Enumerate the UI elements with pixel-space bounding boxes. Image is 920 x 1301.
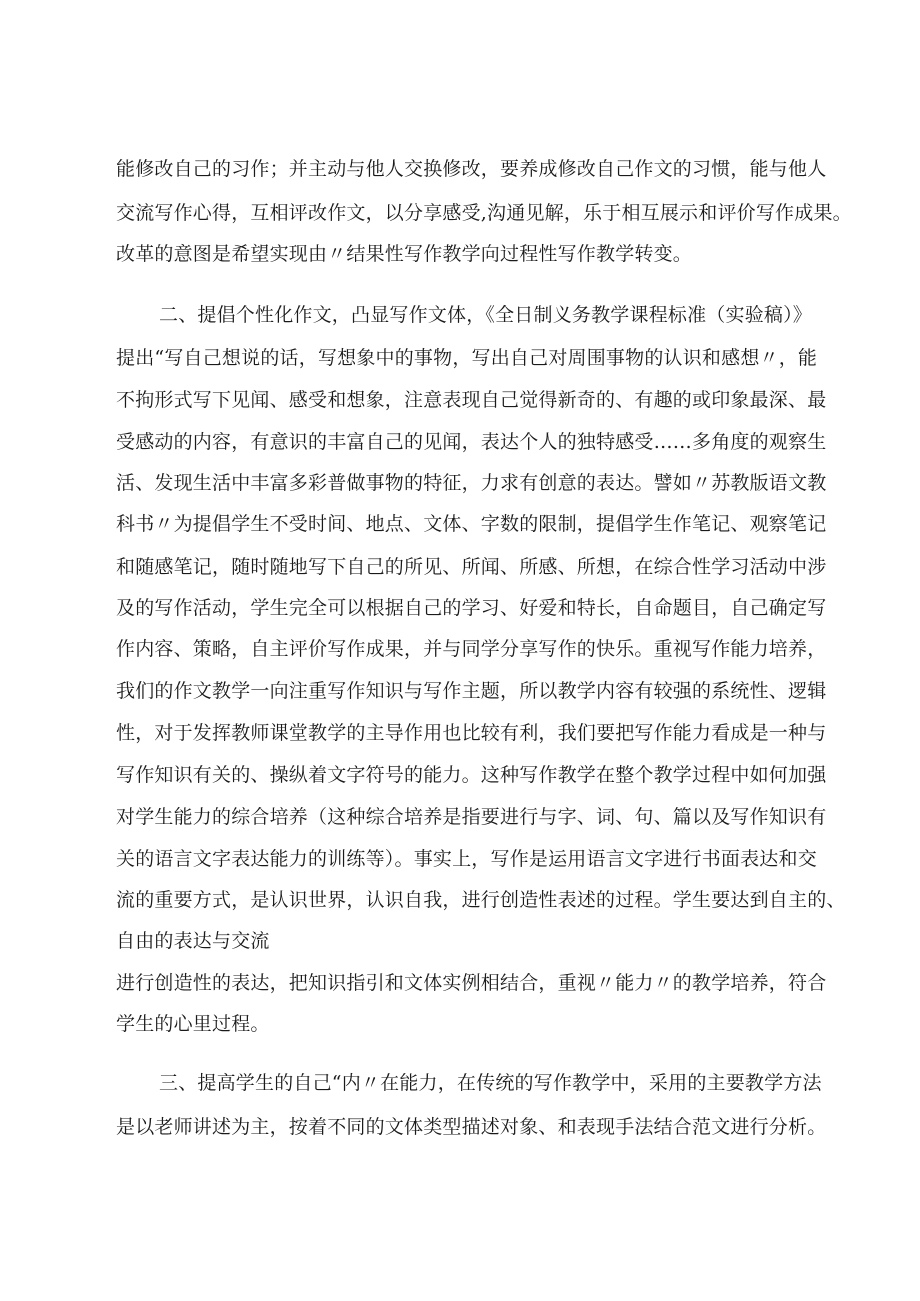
paragraph-2-line-1: 二、提倡个性化作文，凸显写作文体，《全日制义务教学课程标准（实验稿）》: [159, 304, 813, 326]
paragraph-2-line-7: 和随感笔记，随时随地写下自己的所见、所闻、所感、所想，在综合性学习活动中涉: [116, 556, 827, 578]
paragraph-2-line-6: 科书〃为提倡学生不受时间、地点、文体、字数的限制，提倡学生作笔记、观察笔记: [116, 513, 827, 535]
paragraph-1-line-3: 改革的意图是希望实现由〃结果性写作教学向过程性写作教学转变。: [116, 243, 693, 265]
paragraph-2-line-13: 对学生能力的综合培养（这种综合培养是指要进行与字、词、句、篇以及写作知识有: [116, 806, 827, 828]
paragraph-2-line-9: 作内容、策略，自主评价写作成果，并与同学分享写作的快乐。重视写作能力培养，: [116, 638, 827, 660]
paragraph-1-line-1: 能修改自己的习作；并主动与他人交换修改，要养成修改自己作文的习惯，能与他人: [116, 158, 827, 180]
paragraph-2-line-10: 我们的作文教学一向注重写作知识与写作主题，所以教学内容有较强的系统性、逻辑: [116, 680, 827, 702]
paragraph-3-line-1: 三、提高学生的自己“内〃在能力，在传统的写作教学中，采用的主要教学方法: [159, 1072, 822, 1094]
paragraph-2-line-14: 关的语言文字表达能力的训练等）。事实上，写作是运用语言文字进行书面表达和交: [116, 848, 817, 870]
paragraph-2-line-2: 提出“写自己想说的话，写想象中的事物，写出自己对周围事物的认识和感想〃，能: [116, 347, 818, 369]
paragraph-3-line-2: 是以老师讲述为主，按着不同的文体类型描述对象、和表现手法结合范文进行分析。: [116, 1116, 827, 1138]
paragraph-2-line-17: 进行创造性的表达，把知识指引和文体实例相结合，重视〃能力〃的教学培养，符合: [116, 972, 827, 994]
paragraph-2-line-4: 受感动的内容，有意识的丰富自己的见闻，表达个人的独特感受……多角度的观察生: [116, 431, 827, 453]
paragraph-2-line-3: 不拘形式写下见闻、感受和想象，注意表现自己觉得新奇的、有趣的或印象最深、最: [116, 389, 827, 411]
paragraph-2-line-5: 活、发现生活中丰富多彩普做事物的特征，力求有创意的表达。譬如〃苏教版语文教: [116, 472, 827, 494]
paragraph-2-line-15: 流的重要方式，是认识世界，认识自我，进行创造性表述的过程。学生要达到自主的、: [116, 889, 846, 911]
paragraph-2-line-18: 学生的心里过程。: [116, 1013, 270, 1035]
paragraph-1-line-2: 交流写作心得，互相评改作文，以分享感受,沟通见解，乐于相互展示和评价写作成果。: [116, 202, 852, 224]
paragraph-2-line-16: 自由的表达与交流: [116, 930, 270, 952]
paragraph-2-line-11: 性，对于发挥教师课堂教学的主导作用也比较有利，我们要把写作能力看成是一种与: [116, 722, 827, 744]
paragraph-2-line-12: 写作知识有关的、操纵着文字符号的能力。这种写作教学在整个教学过程中如何加强: [116, 764, 827, 786]
paragraph-2-line-8: 及的写作活动，学生完全可以根据自己的学习、好爱和特长，自命题目，自己确定写: [116, 597, 827, 619]
